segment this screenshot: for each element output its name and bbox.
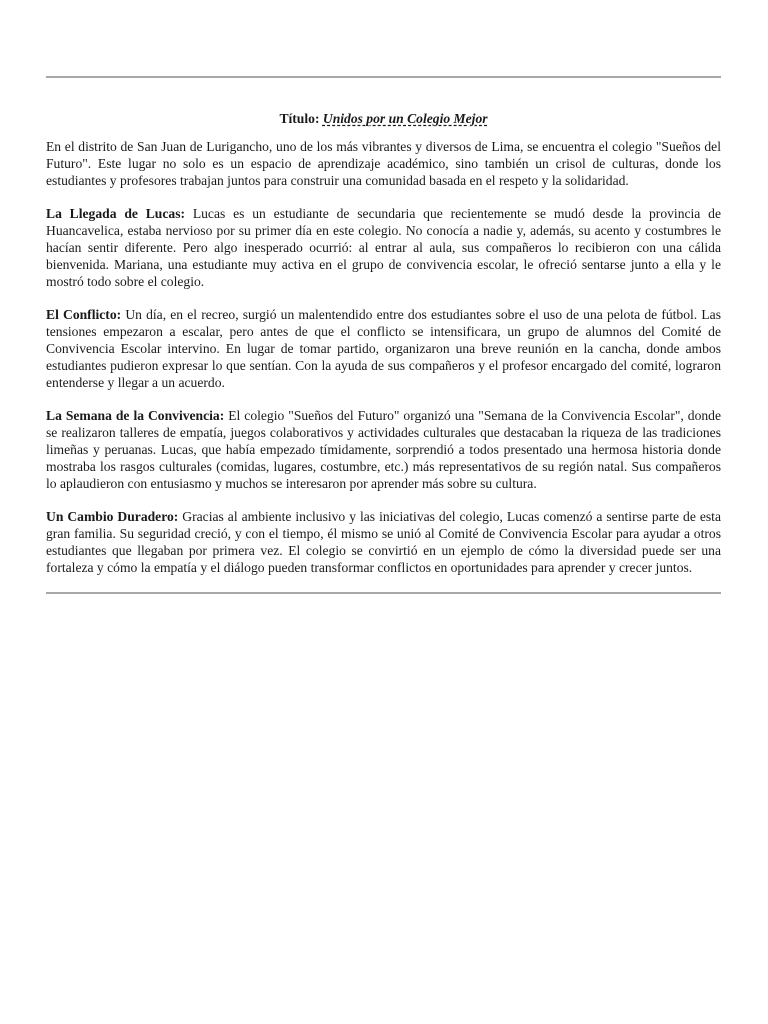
section-semana bbox=[46, 408, 721, 493]
section-cambio bbox=[46, 509, 721, 577]
intro-paragraph: En el distrito de San Juan de Lurigancho, uno de los más vibrantes y diversos de Lima, se encuentra el colegio "Sueños del Futuro". Este lugar no solo es un espacio de aprendizaje académico, sino también un crisol de culturas, donde los estudiantes y profesores trabajan juntos para construir una comunidad basada en el respeto y la solidaridad. bbox=[46, 139, 721, 188]
section-body: Lucas es un estudiante de secundaria que recientemente se mudó desde la provincia de Huancavelica, estaba nervioso por su primer día en este colegio. No conocía a nadie y, además, su acento y costumbres le hacían sentir diferente. Pero algo inesperado ocurrió: al entrar al aula, sus compañeros lo recibieron con una cálida bienvenida. Mariana, una estudiante muy activa en el grupo de convivencia escolar, le ofreció sentarse junto a ella y le mostró todo sobre el colegio. bbox=[46, 206, 721, 289]
document-title bbox=[46, 110, 721, 127]
document-page bbox=[46, 76, 721, 594]
section-heading: El Conflicto: bbox=[46, 307, 122, 323]
title-label: Título: bbox=[279, 111, 320, 126]
section-heading: Un Cambio Duradero: bbox=[46, 509, 179, 525]
title-text: Unidos por un Colegio Mejor bbox=[322, 111, 488, 126]
section-heading: La Llegada de Lucas: bbox=[46, 206, 186, 222]
section-conflicto bbox=[46, 307, 721, 392]
bottom-divider bbox=[46, 592, 721, 594]
section-body: Un día, en el recreo, surgió un malentendido entre dos estudiantes sobre el uso de una pelota de fútbol. Las tensiones empezaron a escalar, pero antes de que el conflicto se intensificara, un grupo de alumnos del Comité de Convivencia Escolar intervino. En lugar de tomar partido, organizaron una breve reunión en la cancha, donde ambos estudiantes pudieron expresar lo que sentían. Con la ayuda de sus compañeros y el profesor encargado del comité, lograron entenderse y llegar a un acuerdo. bbox=[46, 307, 721, 390]
section-heading: La Semana de la Convivencia: bbox=[46, 408, 225, 424]
section-body: El colegio "Sueños del Futuro" organizó una "Semana de la Convivencia Escolar", donde se realizaron talleres de empatía, juegos colaborativos y actividades culturales que destacaban la riqueza de las tradiciones limeñas y peruanas. Lucas, que había empezado tímidamente, sorprendió a todos presentado una hermosa historia donde mostraba los rasgos culturales (comidas, lugares, costumbre, etc.) más representativos de su región natal. Sus compañeros lo aplaudieron con entusiasmo y muchos se interesaron por aprender más sobre su cultura. bbox=[46, 408, 721, 491]
section-llegada bbox=[46, 206, 721, 291]
top-divider bbox=[46, 76, 721, 78]
section-body: Gracias al ambiente inclusivo y las iniciativas del colegio, Lucas comenzó a sentirse parte de esta gran familia. Su seguridad creció, y con el tiempo, él mismo se unió al Comité de Convivencia Escolar para ayudar a otros estudiantes que llegaban por primera vez. El colegio se convirtió en un ejemplo de cómo la diversidad puede ser una fortaleza y cómo la empatía y el diálogo pueden transformar conflictos en oportunidades para aprender y crecer juntos. bbox=[46, 509, 721, 576]
